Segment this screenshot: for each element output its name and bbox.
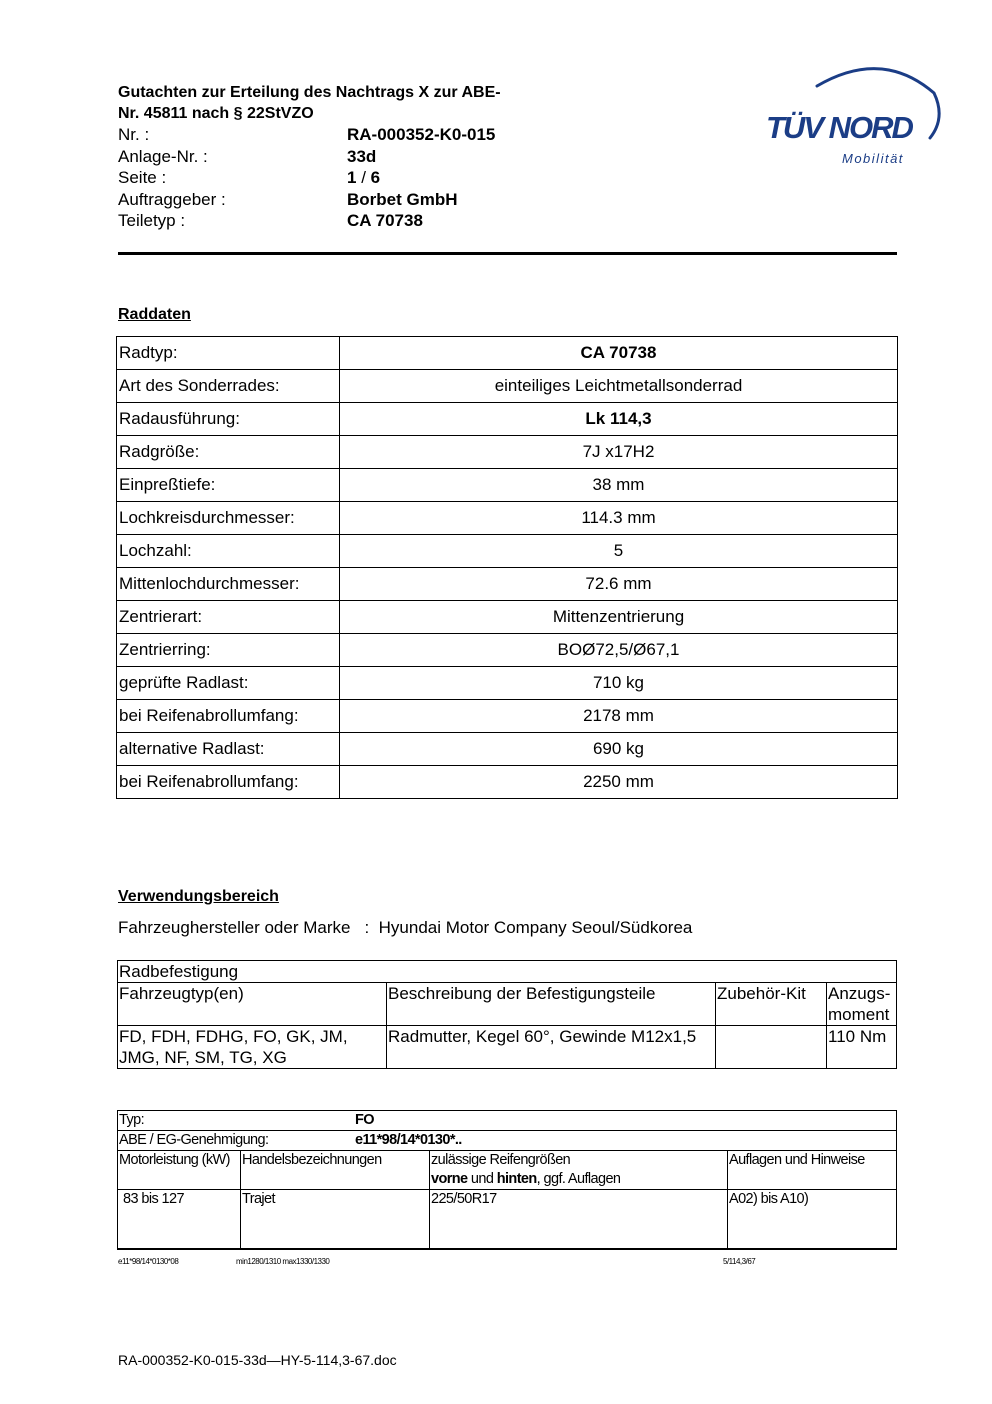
befestigung-title: Radbefestigung: [118, 961, 897, 983]
table-row: [118, 1026, 897, 1069]
table-value: 5: [340, 535, 898, 568]
table-row: [117, 568, 898, 601]
tiny-note-genehmigung: e11*98/14*0130*08: [118, 1257, 179, 1266]
table-row: [117, 436, 898, 469]
column-header: Auflagen und Hinweise: [728, 1151, 897, 1190]
abe-cell: [118, 1131, 897, 1151]
table-value: 7J x17H2: [340, 436, 898, 469]
meta-value: 33d: [347, 146, 377, 166]
table-row: [117, 634, 898, 667]
tuv-nord-logo: TÜV NORD: [766, 110, 912, 145]
table-key: Zentrierring:: [117, 634, 340, 667]
column-header: Zubehör-Kit: [716, 983, 827, 1026]
table-header-row: [118, 983, 897, 1026]
table-row: [118, 1190, 897, 1250]
meta-label: Nr. :: [118, 125, 150, 144]
table-cell: FD, FDH, FDHG, FO, GK, JM, JMG, NF, SM, TG, XG: [118, 1026, 387, 1069]
column-header: Beschreibung der Befestigungsteile: [387, 983, 716, 1026]
table-value: Mittenzentrierung: [340, 601, 898, 634]
meta-label: Anlage-Nr. :: [118, 146, 208, 166]
table-row: [117, 766, 898, 799]
meta-value: RA-000352-K0-015: [347, 125, 496, 144]
table-row: [118, 1131, 897, 1151]
table-cell: Radmutter, Kegel 60°, Gewinde M12x1,5: [387, 1026, 716, 1069]
table-value: 710 kg: [340, 667, 898, 700]
meta-row-nr: [118, 124, 495, 146]
meta-label: Seite :: [118, 168, 167, 187]
table-key: Radtyp:: [117, 337, 340, 370]
table-row: [117, 337, 898, 370]
table-key: Art des Sonderrades:: [117, 370, 340, 403]
reifen-und: und: [467, 1171, 497, 1187]
table-key: Radausführung:: [117, 403, 340, 436]
tiny-note-umfang: min1280/1310 max1330/1330: [236, 1257, 330, 1266]
page-current: 1: [347, 168, 357, 187]
table-cell: [716, 1026, 827, 1069]
reifen-header-line2: [431, 1170, 726, 1189]
table-row: [118, 961, 897, 983]
reifen-hinten: hinten: [496, 1171, 537, 1187]
table-key: Lochkreisdurchmesser:: [117, 502, 340, 535]
page-separator: /: [356, 168, 371, 187]
table-key: Mittenlochdurchmesser:: [117, 568, 340, 601]
table-value: 114.3 mm: [340, 502, 898, 535]
table-key: bei Reifenabrollumfang:: [117, 766, 340, 799]
column-header: Anzugs-moment: [827, 983, 897, 1026]
table-row: [117, 667, 898, 700]
meta-row-seite: [118, 167, 495, 189]
reifen-rest: , ggf. Auflagen: [536, 1171, 621, 1187]
table-row: [117, 700, 898, 733]
table-key: Einpreßtiefe:: [117, 469, 340, 502]
table-key: bei Reifenabrollumfang:: [117, 700, 340, 733]
meta-value: [347, 167, 380, 189]
column-header: Fahrzeugtyp(en): [118, 983, 387, 1026]
hersteller-line: [118, 918, 692, 938]
reifen-header-line1: zulässige Reifengrößen: [431, 1152, 571, 1168]
table-cell: 225/50R17: [430, 1190, 728, 1250]
table-key: Zentrierart:: [117, 601, 340, 634]
table-value: 38 mm: [340, 469, 898, 502]
raddaten-table: [116, 336, 898, 799]
reifen-vorne: vorne: [431, 1171, 468, 1187]
table-value: einteiliges Leichtmetallsonderrad: [340, 370, 898, 403]
meta-row-teiletyp: [118, 210, 495, 232]
table-cell: 83 bis 127: [118, 1190, 241, 1250]
table-value: 690 kg: [340, 733, 898, 766]
meta-row-auftraggeber: [118, 189, 495, 211]
footer-filename: RA-000352-K0-015-33d—HY-5-114,3-67.doc: [118, 1352, 397, 1368]
table-cell: A02) bis A10): [728, 1190, 897, 1250]
table-header-row: [118, 1151, 897, 1190]
typ-table: [117, 1110, 897, 1250]
table-value: CA 70738: [340, 337, 898, 370]
column-header: Handelsbezeichnungen: [241, 1151, 430, 1190]
section-heading-raddaten: Raddaten: [118, 306, 191, 323]
table-row: [117, 370, 898, 403]
table-row: [118, 1111, 897, 1131]
abe-value: e11*98/14*0130*..: [355, 1132, 462, 1148]
section-heading-verwendungsbereich: Verwendungsbereich: [118, 888, 279, 905]
table-value: BOØ72,5/Ø67,1: [340, 634, 898, 667]
tuv-nord-logo-subline: Mobilität: [842, 151, 904, 166]
abe-label: ABE / EG-Genehmigung:: [119, 1132, 269, 1148]
document-meta: [118, 124, 495, 232]
table-key: Radgröße:: [117, 436, 340, 469]
tiny-note-lochkreis: 5/114,3/67: [723, 1257, 756, 1266]
table-key: geprüfte Radlast:: [117, 667, 340, 700]
table-cell: 110 Nm: [827, 1026, 897, 1069]
table-cell: Trajet: [241, 1190, 430, 1250]
column-header: Motorleistung (kW): [118, 1151, 241, 1190]
page-total: 6: [370, 168, 381, 187]
typ-value: FO: [355, 1112, 374, 1128]
table-value: 2178 mm: [340, 700, 898, 733]
table-key: Lochzahl:: [117, 535, 340, 568]
typ-cell: [118, 1111, 897, 1131]
title-line-1: Gutachten zur Erteilung des Nachtrags X zur ABE-: [118, 84, 501, 101]
table-row: [117, 601, 898, 634]
hersteller-colon: :: [364, 918, 370, 937]
hersteller-value: Hyundai Motor Company Seoul/Südkorea: [378, 918, 693, 937]
table-key: alternative Radlast:: [117, 733, 340, 766]
table-value: Lk 114,3: [340, 403, 898, 436]
meta-label: Auftraggeber :: [118, 189, 226, 209]
table-row: [117, 469, 898, 502]
table-value: 72.6 mm: [340, 568, 898, 601]
document-title: [118, 82, 578, 124]
befestigung-table: [117, 960, 897, 1069]
column-header-reifen: [430, 1151, 728, 1190]
header-divider: [118, 252, 897, 255]
title-line-2: Nr. 45811 nach § 22StVZO: [118, 105, 314, 122]
table-row: [117, 535, 898, 568]
meta-value: CA 70738: [347, 211, 423, 230]
meta-value: Borbet GmbH: [347, 189, 458, 209]
table-row: [117, 502, 898, 535]
typ-label: Typ:: [119, 1112, 144, 1128]
table-row: [117, 733, 898, 766]
table-value: 2250 mm: [340, 766, 898, 799]
meta-label: Teiletyp :: [118, 211, 186, 230]
table-row: [117, 403, 898, 436]
meta-row-anlage: [118, 146, 495, 168]
hersteller-label: Fahrzeughersteller oder Marke: [118, 918, 351, 937]
